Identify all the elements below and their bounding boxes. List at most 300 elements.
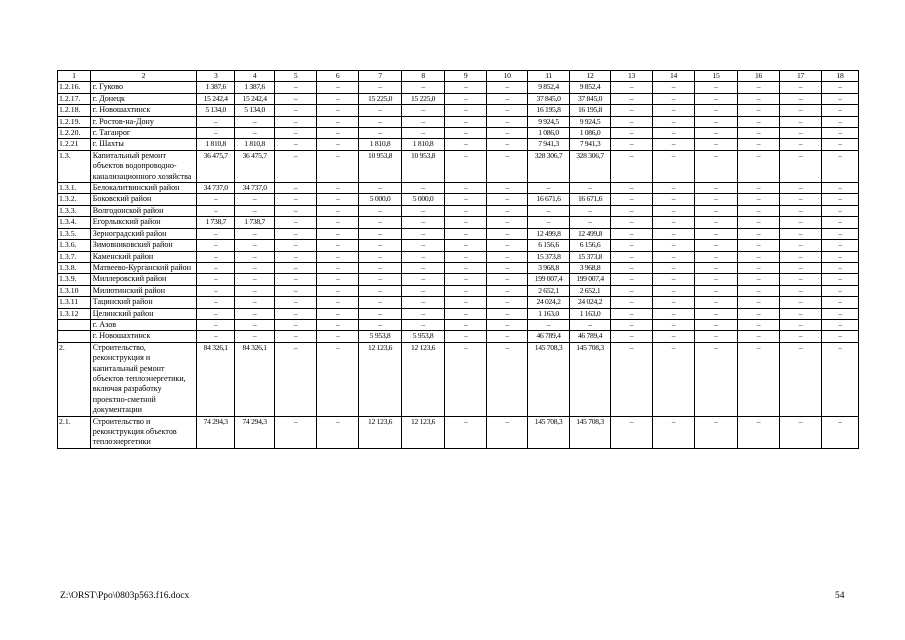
value-cell: – [779,285,821,296]
row-name: Егорлыкский район [90,217,197,228]
value-cell: 9 852,4 [528,82,570,93]
value-cell: – [738,194,780,205]
row-number: 1.3.12 [58,308,91,319]
value-cell: – [317,194,359,205]
value-cell: – [445,285,487,296]
value-cell: 328 306,7 [570,150,611,182]
value-cell: – [779,128,821,139]
value-cell: – [275,342,317,416]
value-cell: – [653,205,695,216]
row-name: Миллеровский район [90,274,197,285]
value-cell: – [821,139,858,150]
column-header: 3 [197,71,235,82]
value-cell: – [611,228,653,239]
row-name: г. Новошахтинск [90,105,197,116]
value-cell: 1 738,7 [235,217,275,228]
value-cell: – [275,251,317,262]
value-cell: – [738,240,780,251]
value-cell: – [445,308,487,319]
column-header: 18 [821,71,858,82]
value-cell: – [317,150,359,182]
value-cell: – [738,228,780,239]
value-cell: – [821,116,858,127]
value-cell: – [317,297,359,308]
value-cell: – [653,150,695,182]
table-row [58,228,859,239]
value-cell: – [402,297,445,308]
value-cell: – [402,116,445,127]
value-cell: 5 000,0 [402,194,445,205]
value-cell: – [570,205,611,216]
value-cell: – [275,240,317,251]
value-cell: – [653,217,695,228]
value-cell: 9 924,5 [528,116,570,127]
value-cell: – [779,319,821,330]
table-row [58,116,859,127]
row-number: 1.2.20. [58,128,91,139]
value-cell: – [275,308,317,319]
value-cell: – [694,228,737,239]
value-cell: – [611,150,653,182]
value-cell: – [821,331,858,342]
value-cell: – [694,116,737,127]
value-cell: – [611,416,653,448]
value-cell: – [359,251,402,262]
value-cell: 46 789,4 [570,331,611,342]
value-cell: – [402,240,445,251]
row-name: Строительство, реконструкция и капитальный ремонт объектов теплоэнергетики, включая разработку проектно-сметной документации [90,342,197,416]
value-cell: – [445,319,487,330]
value-cell: – [611,217,653,228]
value-cell: – [402,82,445,93]
column-header: 10 [487,71,528,82]
value-cell: – [487,416,528,448]
file-path: Z:\ORST\Ppo\0803p563.f16.docx [60,591,190,601]
column-header: 14 [653,71,695,82]
value-cell: 15 225,0 [402,93,445,104]
table-row [58,217,859,228]
row-number: 1.2.18. [58,105,91,116]
value-cell: – [235,228,275,239]
value-cell: – [275,319,317,330]
value-cell: 7 941,3 [528,139,570,150]
column-header: 17 [779,71,821,82]
value-cell: – [821,217,858,228]
value-cell: 15 242,4 [197,93,235,104]
value-cell: – [738,251,780,262]
value-cell: – [235,274,275,285]
value-cell: – [402,319,445,330]
value-cell: – [779,183,821,194]
value-cell: – [611,116,653,127]
value-cell: – [611,319,653,330]
value-cell: – [445,150,487,182]
value-cell: – [445,93,487,104]
value-cell: 145 708,3 [570,342,611,416]
value-cell: – [694,183,737,194]
value-cell: – [821,319,858,330]
value-cell: 46 789,4 [528,331,570,342]
value-cell: – [738,116,780,127]
value-cell: – [275,285,317,296]
value-cell: – [402,128,445,139]
value-cell: – [235,297,275,308]
value-cell: – [738,285,780,296]
value-cell: 5 953,8 [402,331,445,342]
row-name: Каменский район [90,251,197,262]
value-cell: – [235,205,275,216]
value-cell: – [694,274,737,285]
value-cell: – [694,285,737,296]
value-cell: – [653,116,695,127]
value-cell: – [738,93,780,104]
row-name: Белокалитвинский район [90,183,197,194]
value-cell: – [694,217,737,228]
value-cell: – [821,93,858,104]
value-cell: 74 294,3 [235,416,275,448]
value-cell: – [402,205,445,216]
value-cell: 84 326,1 [197,342,235,416]
value-cell: 1 738,7 [197,217,235,228]
value-cell: – [779,251,821,262]
budget-table [57,70,859,449]
value-cell: – [694,319,737,330]
value-cell: – [275,128,317,139]
value-cell: – [738,205,780,216]
table-row [58,416,859,448]
table-row [58,105,859,116]
value-cell: – [487,285,528,296]
value-cell: – [402,105,445,116]
row-number: 1.3.9. [58,274,91,285]
value-cell: – [738,183,780,194]
value-cell: – [611,251,653,262]
value-cell: – [235,194,275,205]
value-cell: 74 294,3 [197,416,235,448]
row-number: 1.3.5. [58,228,91,239]
value-cell: – [694,331,737,342]
value-cell: 15 373,8 [528,251,570,262]
value-cell: – [359,262,402,273]
value-cell: 12 123,6 [402,342,445,416]
value-cell: 1 810,8 [235,139,275,150]
value-cell: – [821,251,858,262]
value-cell: – [487,319,528,330]
value-cell: 1 086,0 [570,128,611,139]
value-cell: – [653,319,695,330]
value-cell: – [235,331,275,342]
value-cell: – [235,308,275,319]
table-row [58,205,859,216]
row-number: 2. [58,342,91,416]
value-cell: – [275,205,317,216]
value-cell: – [275,139,317,150]
value-cell: 1 810,8 [197,139,235,150]
value-cell: – [570,217,611,228]
column-header: 7 [359,71,402,82]
value-cell: 24 024,2 [528,297,570,308]
value-cell: – [317,308,359,319]
row-number [58,331,91,342]
value-cell: – [275,274,317,285]
value-cell: – [359,217,402,228]
value-cell: – [694,342,737,416]
value-cell: 9 852,4 [570,82,611,93]
row-name: Строительство и реконструкция объектов теплоэнергетики [90,416,197,448]
value-cell: – [402,285,445,296]
value-cell: – [779,274,821,285]
value-cell: – [317,82,359,93]
value-cell: – [487,194,528,205]
value-cell: – [197,308,235,319]
value-cell: 1 387,6 [235,82,275,93]
value-cell: – [317,342,359,416]
value-cell: – [487,116,528,127]
value-cell: – [317,128,359,139]
value-cell: – [317,217,359,228]
value-cell: – [197,262,235,273]
value-cell: – [487,331,528,342]
value-cell: 10 953,8 [402,150,445,182]
value-cell: – [197,128,235,139]
row-name: г. Таганрог [90,128,197,139]
value-cell: – [653,274,695,285]
value-cell: – [487,297,528,308]
value-cell: – [821,308,858,319]
value-cell: – [779,228,821,239]
value-cell: – [779,116,821,127]
value-cell: – [275,331,317,342]
value-cell: – [197,251,235,262]
value-cell: 1 810,8 [402,139,445,150]
row-number [58,319,91,330]
table-row [58,150,859,182]
value-cell: – [359,116,402,127]
value-cell: – [197,319,235,330]
row-name: Матвеево-Курганский район [90,262,197,273]
value-cell: – [821,228,858,239]
value-cell: 12 123,6 [359,416,402,448]
value-cell: – [528,319,570,330]
value-cell: – [779,331,821,342]
value-cell: – [275,93,317,104]
value-cell: – [317,240,359,251]
value-cell: – [738,150,780,182]
value-cell: – [197,285,235,296]
value-cell: – [694,128,737,139]
value-cell: – [611,285,653,296]
value-cell: – [653,297,695,308]
value-cell: – [445,342,487,416]
value-cell: 3 968,8 [570,262,611,273]
value-cell: – [694,82,737,93]
value-cell: – [275,262,317,273]
value-cell: 36 475,7 [235,150,275,182]
table-row [58,297,859,308]
value-cell: – [445,183,487,194]
value-cell: – [779,93,821,104]
value-cell: – [487,342,528,416]
value-cell: – [197,297,235,308]
column-header: 1 [58,71,91,82]
value-cell: – [235,116,275,127]
row-name: Милютинский район [90,285,197,296]
value-cell: – [694,93,737,104]
value-cell: 6 156,6 [570,240,611,251]
value-cell: – [275,116,317,127]
value-cell: – [445,82,487,93]
value-cell: – [487,93,528,104]
value-cell: – [359,240,402,251]
value-cell: – [653,105,695,116]
value-cell: – [653,308,695,319]
value-cell: – [317,319,359,330]
value-cell: – [235,285,275,296]
value-cell: – [487,308,528,319]
value-cell: – [611,205,653,216]
value-cell: – [779,82,821,93]
value-cell: – [275,150,317,182]
value-cell: – [275,228,317,239]
value-cell: – [738,342,780,416]
value-cell: – [359,297,402,308]
value-cell: – [275,297,317,308]
row-number: 1.3.3. [58,205,91,216]
table-row [58,251,859,262]
value-cell: – [694,240,737,251]
column-header: 15 [694,71,737,82]
value-cell: – [694,308,737,319]
value-cell: – [487,251,528,262]
row-number: 1.3. [58,150,91,182]
value-cell: – [317,93,359,104]
value-cell: 34 737,0 [197,183,235,194]
value-cell: – [359,228,402,239]
value-cell: – [487,82,528,93]
value-cell: – [275,105,317,116]
value-cell: – [445,217,487,228]
value-cell: – [738,416,780,448]
value-cell: 1 387,6 [197,82,235,93]
value-cell: – [821,262,858,273]
row-name: Боковский район [90,194,197,205]
value-cell: 328 306,7 [528,150,570,182]
column-header: 2 [90,71,197,82]
row-number: 1.3.10 [58,285,91,296]
row-name: г. Новошахтинск [90,331,197,342]
value-cell: – [317,183,359,194]
value-cell: – [821,342,858,416]
value-cell: – [317,116,359,127]
value-cell: – [359,308,402,319]
value-cell: 2 652,1 [528,285,570,296]
value-cell: – [317,251,359,262]
value-cell: – [779,217,821,228]
value-cell: – [821,150,858,182]
value-cell: – [821,416,858,448]
table-row [58,183,859,194]
value-cell: – [611,139,653,150]
value-cell: 1 163,0 [528,308,570,319]
value-cell: – [779,139,821,150]
value-cell: – [445,105,487,116]
value-cell: – [317,228,359,239]
value-cell: – [694,150,737,182]
value-cell: 12 123,6 [402,416,445,448]
column-header: 11 [528,71,570,82]
value-cell: 34 737,0 [235,183,275,194]
row-name: Зерноградский район [90,228,197,239]
value-cell: – [694,205,737,216]
value-cell: – [738,82,780,93]
value-cell: – [445,139,487,150]
value-cell: – [445,128,487,139]
page-number: 54 [835,591,845,601]
value-cell: 145 708,3 [528,342,570,416]
row-name: г. Донецк [90,93,197,104]
value-cell: 15 225,0 [359,93,402,104]
value-cell: – [235,128,275,139]
column-header: 4 [235,71,275,82]
value-cell: – [611,128,653,139]
row-name: г. Азов [90,319,197,330]
value-cell: 6 156,6 [528,240,570,251]
value-cell: – [779,308,821,319]
column-header: 5 [275,71,317,82]
table-row [58,194,859,205]
value-cell: – [445,116,487,127]
value-cell: – [611,331,653,342]
value-cell: – [197,228,235,239]
value-cell: – [487,105,528,116]
value-cell: – [275,416,317,448]
value-cell: – [653,416,695,448]
table-row [58,274,859,285]
value-cell: 145 708,3 [528,416,570,448]
value-cell: 15 373,8 [570,251,611,262]
value-cell: – [653,93,695,104]
value-cell: – [694,194,737,205]
value-cell: – [694,297,737,308]
value-cell: 1 163,0 [570,308,611,319]
value-cell: – [235,319,275,330]
value-cell: – [317,105,359,116]
value-cell: – [694,251,737,262]
value-cell: 16 195,8 [528,105,570,116]
row-name: Капитальный ремонт объектов водопроводно-канализационного хозяйства [90,150,197,182]
value-cell: – [779,416,821,448]
value-cell: 199 007,4 [570,274,611,285]
row-number: 1.3.2. [58,194,91,205]
value-cell: – [445,194,487,205]
value-cell: 3 968,8 [528,262,570,273]
value-cell: – [197,116,235,127]
value-cell: – [779,240,821,251]
row-number: 1.3.8. [58,262,91,273]
value-cell: 5 000,0 [359,194,402,205]
value-cell: – [653,240,695,251]
row-number: 1.3.7. [58,251,91,262]
value-cell: – [611,93,653,104]
row-number: 1.3.11 [58,297,91,308]
table-body [58,82,859,448]
value-cell: 12 499,8 [528,228,570,239]
value-cell: – [235,240,275,251]
value-cell: – [528,217,570,228]
value-cell: – [611,105,653,116]
value-cell: – [197,194,235,205]
value-cell: 12 499,8 [570,228,611,239]
